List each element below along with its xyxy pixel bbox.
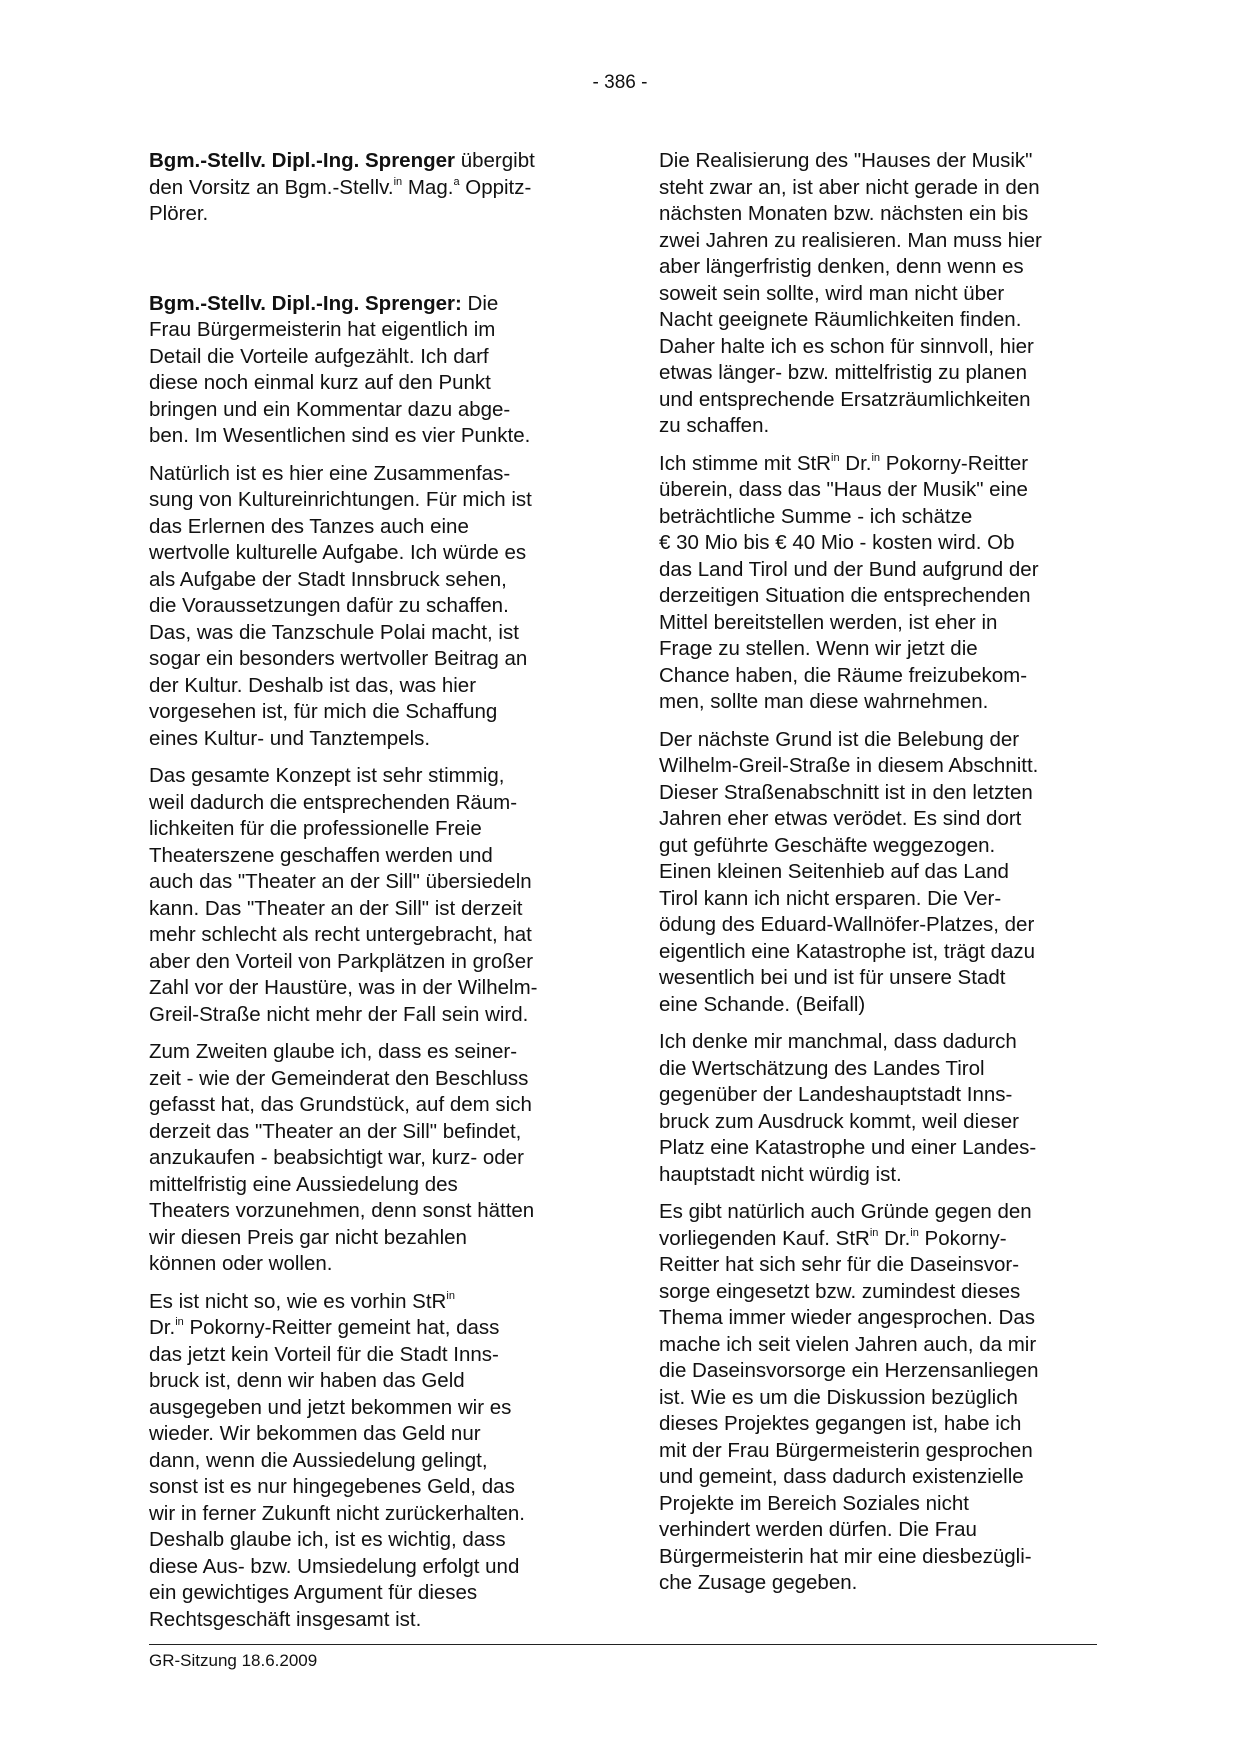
text-line: hauptstadt nicht würdig ist.	[659, 1162, 902, 1186]
text-line: Zahl vor der Haustüre, was in der Wilhelm-	[149, 976, 538, 999]
text-line: der Kultur. Deshalb ist das, was hier	[149, 673, 477, 697]
text-line: soweit sein sollte, wird man nicht über	[659, 281, 1005, 305]
superscript: in	[393, 175, 403, 188]
paragraph-street-revival	[659, 727, 1101, 1019]
text-line: nächsten Monaten bzw. nächsten ein bis	[659, 202, 1029, 225]
text-line: sogar ein besonders wertvoller Beitrag an	[149, 647, 528, 670]
paragraph-dance-culture	[149, 461, 591, 753]
text-span: vorliegenden Kauf. StR	[659, 1226, 870, 1250]
text-line: Bürgermeisterin hat mir eine diesbezügli-	[659, 1544, 1032, 1568]
text-line: Theaterszene geschaffen werden und	[149, 843, 493, 867]
text-line: Greil-Straße nicht mehr der Fall sein wird.	[149, 1002, 529, 1026]
text-span: Dr.	[878, 1226, 911, 1250]
text-line: dieses Projektes gegangen ist, habe ich	[659, 1412, 1022, 1435]
text-line: Deshalb glaube ich, ist es wichtig, dass	[149, 1528, 506, 1551]
text-line: Frage zu stellen. Wenn wir jetzt die	[659, 637, 978, 660]
text-line: das Erlernen des Tanzes auch eine	[149, 514, 469, 538]
superscript: in	[175, 1316, 184, 1328]
text-line: ödung des Eduard-Wallnöfer-Platzes, der	[659, 913, 1035, 936]
paragraph-cost-estimate	[659, 451, 1101, 716]
text-line: ben. Im Wesentlichen sind es vier Punkte.	[149, 424, 531, 447]
text-line: Plörer.	[149, 202, 209, 225]
text-line: sorge eingesetzt bzw. zumindest dieses	[659, 1279, 1021, 1303]
text-line: Detail die Vorteile aufgezählt. Ich darf	[149, 344, 489, 368]
text-line: das Land Tirol und der Bund aufgrund der	[659, 557, 1039, 581]
superscript: in	[869, 1226, 879, 1239]
text-line: Frau Bürgermeisterin hat eigentlich im	[149, 318, 496, 341]
text-span: Pokorny-	[918, 1226, 1007, 1250]
text-line: Zum Zweiten glaube ich, dass es seiner-	[149, 1040, 518, 1063]
text-line: und entsprechende Ersatzräumlichkeiten	[659, 387, 1031, 411]
text-line: beträchtliche Summe - ich schätze	[659, 504, 973, 528]
text-span: Die	[461, 291, 499, 315]
text-line: ein gewichtiges Argument für dieses	[149, 1581, 478, 1604]
text-line: bringen und ein Kommentar dazu abge-	[149, 397, 511, 421]
text-line: auch das "Theater an der Sill" übersiedeln	[149, 870, 532, 893]
superscript: a	[453, 175, 460, 188]
paragraph-second-point	[149, 1039, 591, 1278]
text-line: das jetzt kein Vorteil für die Stadt Inns-	[149, 1342, 499, 1366]
text-span: Mag.	[402, 175, 454, 199]
text-line: Thema immer wieder angesprochen. Das	[659, 1306, 1035, 1329]
text-line: Reitter hat sich sehr für die Daseinsvor-	[659, 1253, 1020, 1276]
text-line: dann, wenn die Aussiedelung gelingt,	[149, 1448, 488, 1472]
text-line: Natürlich ist es hier eine Zusammenfas-	[149, 461, 511, 485]
text-line: eigentlich eine Katastrophe ist, trägt dazu	[659, 939, 1036, 963]
text-line: Tirol kann ich nicht ersparen. Die Ver-	[659, 886, 1002, 910]
text-line: Platz eine Katastrophe und einer Landes-	[659, 1136, 1037, 1159]
text-line: diese Aus- bzw. Umsiedelung erfolgt und	[149, 1554, 520, 1578]
text-line: ist. Wie es um die Diskussion bezüglich	[659, 1385, 1018, 1409]
text-line: diese noch einmal kurz auf den Punkt	[149, 371, 491, 394]
paragraph-relocation	[149, 1289, 591, 1634]
text-line: Das, was die Tanzschule Polai macht, ist	[149, 620, 519, 644]
text-line: Mittel bereitstellen werden, ist eher in	[659, 610, 998, 634]
text-line: Nacht geeignete Räumlichkeiten finden.	[659, 308, 1022, 331]
text-line: Jahren eher etwas verödet. Es sind dort	[659, 807, 1022, 830]
text-line: zeit - wie der Gemeinderat den Beschluss	[149, 1066, 529, 1090]
text-line: ausgegeben und jetzt bekommen wir es	[149, 1395, 512, 1419]
right-column	[659, 148, 1101, 1608]
text-line: Die Realisierung des "Hauses der Musik"	[659, 149, 1033, 172]
superscript: in	[910, 1226, 919, 1239]
text-span: Dr.	[149, 1316, 176, 1339]
text-line: verhindert werden dürfen. Die Frau	[659, 1518, 977, 1541]
text-line: als Aufgabe der Stadt Innsbruck sehen,	[149, 567, 507, 591]
text-line: anzukaufen - beabsichtigt war, kurz- oder	[149, 1146, 524, 1169]
text-line: Das gesamte Konzept ist sehr stimmig,	[149, 764, 505, 787]
text-line: weil dadurch die entsprechenden Räum-	[149, 790, 518, 814]
text-line: derzeit das "Theater an der Sill" befindet,	[149, 1119, 522, 1143]
text-line: aber den Vorteil von Parkplätzen in großer	[149, 949, 534, 973]
text-span: Es ist nicht so, wie es vorhin StR	[149, 1289, 447, 1313]
text-span: Pokorny-Reitter gemeint hat, dass	[183, 1316, 500, 1339]
paragraph-appreciation	[659, 1029, 1101, 1188]
superscript: in	[831, 451, 840, 464]
speaker-name: Bgm.-Stellv. Dipl.-Ing. Sprenger:	[149, 291, 462, 315]
text-line: wir in ferner Zukunft nicht zurückerhalten.	[149, 1501, 525, 1525]
text-line: Ich denke mir manchmal, dass dadurch	[659, 1030, 1017, 1053]
superscript: in	[871, 451, 881, 464]
text-line: eine Schande. (Beifall)	[659, 992, 866, 1016]
text-line: Wilhelm-Greil-Straße in diesem Abschnitt.	[659, 754, 1039, 777]
text-line: Projekte im Bereich Soziales nicht	[659, 1491, 969, 1515]
footer-divider	[149, 1644, 1097, 1645]
text-span: übergibt	[455, 149, 535, 172]
text-line: gut geführte Geschäfte weggezogen.	[659, 833, 996, 857]
text-line: aber längerfristig denken, denn wenn es	[659, 255, 1024, 278]
page-number: - 386 -	[592, 72, 648, 93]
text-line: gefasst hat, das Grundstück, auf dem sich	[149, 1093, 532, 1116]
text-line: können oder wollen.	[149, 1252, 333, 1275]
text-line: bruck ist, denn wir haben das Geld	[149, 1369, 465, 1392]
text-line: gegenüber der Landeshauptstadt Inns-	[659, 1083, 1013, 1106]
superscript: in	[446, 1289, 455, 1302]
paragraph-chair-handover	[149, 148, 591, 228]
text-line: Einen kleinen Seitenhieb auf das Land	[659, 860, 1009, 883]
text-line: und gemeint, dass dadurch existenzielle	[659, 1465, 1024, 1488]
paragraph-concept	[149, 763, 591, 1028]
text-line: Dieser Straßenabschnitt ist in den letzten	[659, 780, 1033, 804]
text-line: mehr schlecht als recht untergebracht, hat	[149, 923, 532, 946]
text-line: Chance haben, die Räume freizubekom-	[659, 663, 1028, 687]
text-span: Pokorny-Reitter	[880, 451, 1029, 475]
footer-session-date: GR-Sitzung 18.6.2009	[149, 1651, 318, 1670]
text-line: men, sollte man diese wahrnehmen.	[659, 690, 989, 713]
text-line: wir diesen Preis gar nicht bezahlen	[149, 1225, 467, 1249]
text-line: Rechtsgeschäft insgesamt ist.	[149, 1607, 422, 1631]
text-line: wesentlich bei und ist für unsere Stadt	[659, 966, 1006, 989]
text-line: sung von Kultureinrichtungen. Für mich ist	[149, 488, 532, 511]
text-line: mache ich seit vielen Jahren auch, da mir	[659, 1332, 1037, 1356]
text-line: wieder. Wir bekommen das Geld nur	[149, 1422, 481, 1445]
paragraph-house-of-music	[659, 148, 1101, 440]
text-line: mit der Frau Bürgermeisterin gesprochen	[659, 1438, 1033, 1462]
text-line: vorgesehen ist, für mich die Schaffung	[149, 700, 498, 723]
text-line: etwas länger- bzw. mittelfristig zu planen	[659, 361, 1028, 384]
text-line: derzeitigen Situation die entsprechenden	[659, 584, 1031, 607]
speaker-name: Bgm.-Stellv. Dipl.-Ing. Sprenger	[149, 149, 456, 172]
text-line: die Wertschätzung des Landes Tirol	[659, 1056, 985, 1080]
paragraph-counter-arguments	[659, 1199, 1101, 1597]
text-line: bruck zum Ausdruck kommt, weil dieser	[659, 1109, 1020, 1133]
text-line: lichkeiten für die professionelle Freie	[149, 817, 482, 840]
left-column	[149, 148, 591, 1644]
text-line: überein, dass das "Haus der Musik" eine	[659, 478, 1028, 501]
text-line: mittelfristig eine Aussiedelung des	[149, 1172, 458, 1196]
text-line: Daher halte ich es schon für sinnvoll, hier	[659, 334, 1034, 358]
text-span: Ich stimme mit StR	[659, 451, 831, 475]
text-line: zu schaffen.	[659, 414, 770, 437]
text-line: Theaters vorzunehmen, denn sonst hätten	[149, 1199, 535, 1222]
text-line: wertvolle kulturelle Aufgabe. Ich würde es	[149, 541, 527, 564]
text-line: che Zusage gegeben.	[659, 1571, 858, 1594]
text-span: Dr.	[839, 451, 872, 475]
text-line: Der nächste Grund ist die Belebung der	[659, 727, 1020, 751]
text-span: den Vorsitz an Bgm.-Stellv.	[149, 175, 394, 199]
text-line: Es gibt natürlich auch Gründe gegen den	[659, 1200, 1032, 1223]
text-line: kann. Das "Theater an der Sill" ist derzeit	[149, 896, 523, 920]
paragraph-speech-intro	[149, 291, 591, 450]
text-span: Oppitz-	[459, 175, 532, 199]
text-line: die Voraussetzungen dafür zu schaffen.	[149, 594, 509, 617]
text-line: zwei Jahren zu realisieren. Man muss hier	[659, 228, 1042, 252]
text-line: steht zwar an, ist aber nicht gerade in den	[659, 175, 1040, 199]
text-line: die Daseinsvorsorge ein Herzensanliegen	[659, 1359, 1039, 1382]
text-line: sonst ist es nur hingegebenes Geld, das	[149, 1475, 515, 1498]
text-line: eines Kultur- und Tanztempels.	[149, 726, 431, 750]
text-line: € 30 Mio bis € 40 Mio - kosten wird. Ob	[659, 531, 1015, 554]
